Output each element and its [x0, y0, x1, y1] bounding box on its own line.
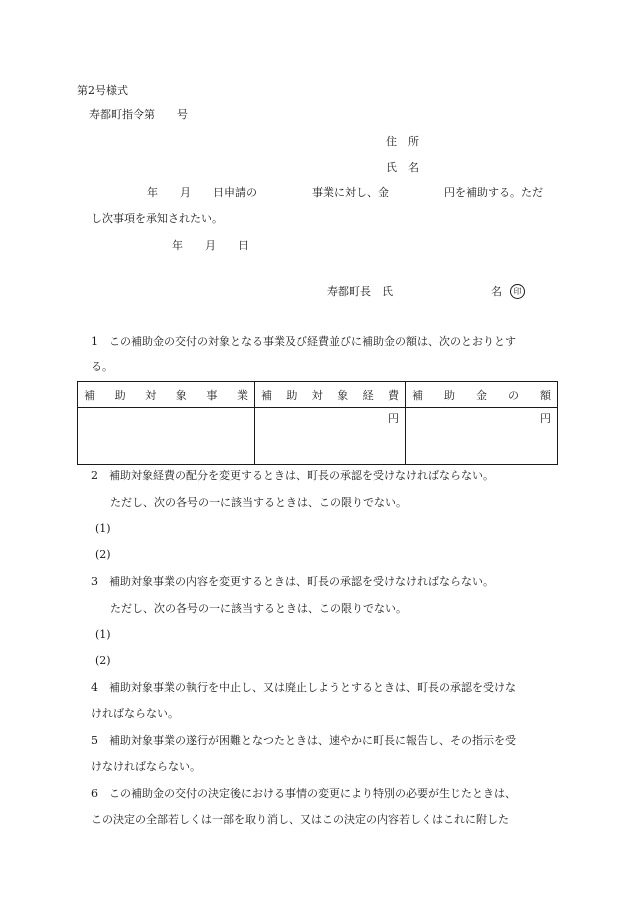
address-label: 住 所	[386, 135, 419, 148]
header-char: 金	[476, 388, 487, 402]
item-2-sub-2: (2)	[95, 548, 111, 561]
item-3-line-2: ただし、次の各号の一に該当するときは、この限りでない。	[110, 602, 407, 615]
form-number: 第2号様式	[77, 84, 128, 97]
header-char: 象	[175, 388, 187, 402]
item-5-line-2: けなければならない。	[91, 760, 201, 773]
item-1-line-2: る。	[91, 360, 113, 373]
item-1-line-1: 1 この補助金の交付の対象となる事業及び経費並びに補助金の額は、次のとおりとす	[91, 335, 516, 348]
cell-expense	[255, 408, 406, 465]
header-expense	[255, 382, 406, 408]
item-3-line-1: 3 補助対象事業の内容を変更するときは、町長の承認を受けなければならない。	[91, 575, 494, 588]
item-4-line-2: ければならない。	[91, 707, 179, 720]
header-amount	[406, 382, 558, 408]
body-line-2: し次事項を承知されたい。	[91, 212, 223, 225]
header-char: の	[508, 388, 519, 402]
subsidy-table	[77, 381, 558, 465]
header-char: 象	[337, 388, 349, 402]
seal-icon: 印	[510, 284, 525, 299]
header-project	[78, 382, 255, 408]
header-char: 補	[261, 388, 272, 402]
item-2-line-1: 2 補助対象経費の配分を変更するときは、町長の承認を受けなければならない。	[91, 469, 494, 482]
header-char: 補	[412, 388, 423, 402]
header-char: 額	[540, 388, 551, 402]
item-6-line-2: この決定の全部若しくは一部を取り消し、又はこの決定の内容若しくはこれに附した	[91, 813, 509, 826]
body-line-1: 年 月 日申請の 事業に対し、金 円を補助する。ただ	[147, 186, 543, 199]
header-char: 費	[387, 388, 399, 402]
header-char: 補	[84, 388, 95, 402]
header-char: 助	[114, 388, 126, 402]
cell-project	[78, 408, 255, 465]
item-3-sub-1: (1)	[95, 628, 111, 641]
item-3-sub-2: (2)	[95, 654, 111, 667]
table-header-row	[78, 382, 558, 408]
signatory-name-char: 名	[491, 285, 502, 298]
item-4-line-1: 4 補助対象事業の執行を中止し、又は廃止しようとするときは、町長の承認を受けな	[91, 681, 516, 694]
header-char: 助	[444, 388, 455, 402]
signatory-title: 寿都町長 氏	[327, 285, 393, 298]
item-2-sub-1: (1)	[95, 522, 111, 535]
header-char: 業	[236, 388, 248, 402]
header-char: 対	[145, 388, 157, 402]
item-6-line-1: 6 この補助金の交付の決定後における事情の変更により特別の必要が生じたときは、	[91, 787, 516, 800]
header-char: 経	[362, 388, 374, 402]
item-5-line-1: 5 補助対象事業の遂行が困難となつたときは、速やかに町長に報告し、その指示を受	[91, 734, 516, 747]
table-row	[78, 408, 558, 465]
issue-date: 年 月 日	[172, 239, 249, 252]
amount-unit: 円	[540, 412, 551, 425]
expense-unit: 円	[388, 412, 399, 425]
header-char: 対	[311, 388, 323, 402]
cell-amount	[406, 408, 558, 465]
name-label: 氏 名	[386, 161, 419, 174]
header-char: 事	[206, 388, 218, 402]
seal-mark	[510, 284, 525, 299]
item-2-line-2: ただし、次の各号の一に該当するときは、この限りでない。	[110, 496, 407, 509]
header-char: 助	[286, 388, 298, 402]
document-number: 寿都町指令第 号	[89, 108, 188, 121]
